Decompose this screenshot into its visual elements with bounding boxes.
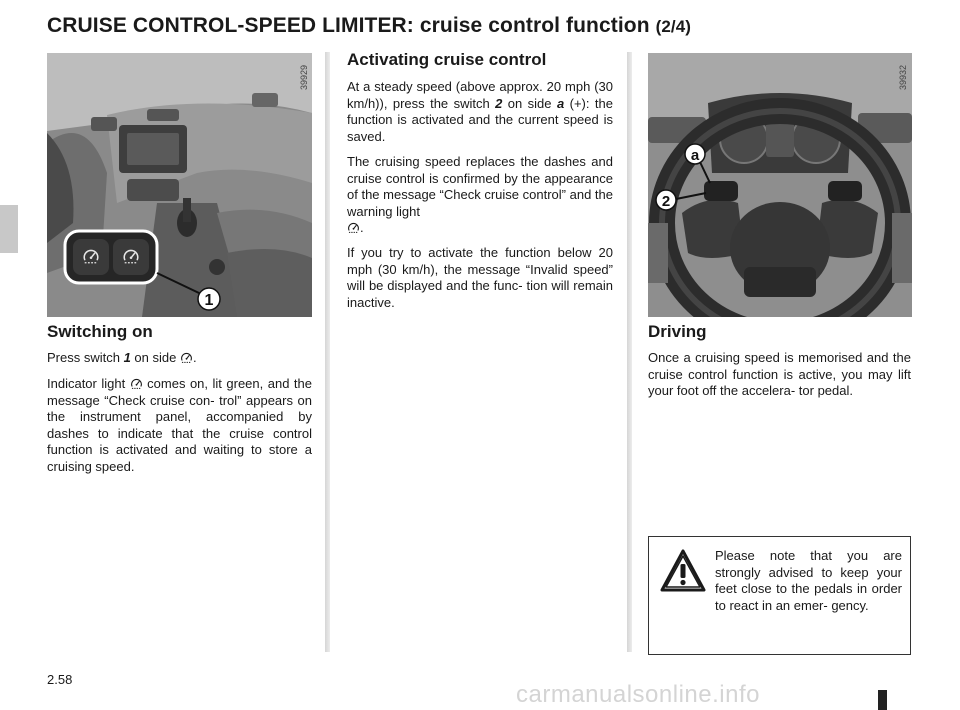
corner-mark [878,690,887,710]
photo-code-right: 39932 [898,64,908,90]
callout-a: a [690,147,700,164]
steering-wheel-photo [648,53,912,317]
driving-paragraph: Once a cruising speed is memorised and the cruise control function is active, you may lift your foot off the accelera- tor pedal. [648,350,911,398]
photo-code-left: 39929 [299,64,309,90]
section-tab [0,205,18,253]
switching-on-paragraph-2: Indicator light comes on, lit green, and the message “Check cruise con- trol” appears on the instrument panel, accompanied by dashes to indicate that the cruise control function is activated and waiting to store a cruising speed. [47,376,312,474]
switching-on-paragraph-1: Press switch 1 on side . [47,350,197,365]
callout-1: 1 [204,292,214,309]
speedometer-icon [180,351,193,364]
page-title [47,14,691,38]
warning-text: Please note that you are strongly advised to keep your feet close to the pedals in order to react in an emer- gency. [715,548,902,613]
column-divider-right [627,52,632,652]
page-number: 2.58 [47,672,73,687]
activating-paragraph-1: At a steady speed (above approx. 20 mph (30 km/h)), press the switch 2 on side a (+): the function is activated and the current speed is saved. [347,79,613,144]
speedometer-icon [347,221,360,234]
activating-cruise-control-heading: Activating cruise control [347,50,547,69]
speedometer-icon [130,377,143,390]
callout-2: 2 [661,193,671,210]
driving-heading: Driving [648,322,707,341]
activating-paragraph-3: If you try to activate the function below 20 mph (30 km/h), the message “Invalid speed” will be displayed and the func- tion will remain inactive. [347,245,613,310]
page-title-sub: (2/4) [655,17,692,36]
activating-paragraph-2: The cruising speed replaces the dashes and cruise control is confirmed by the appearance of the message “Check cruise control” and the warning light . [347,154,613,235]
watermark: carmanualsonline.info [516,681,760,708]
page-title-main: CRUISE CONTROL-SPEED LIMITER: cruise control function [47,14,656,37]
warning-box [648,536,911,655]
dashboard-photo [47,53,312,317]
column-divider-left [325,52,330,652]
switching-on-heading: Switching on [47,322,153,341]
